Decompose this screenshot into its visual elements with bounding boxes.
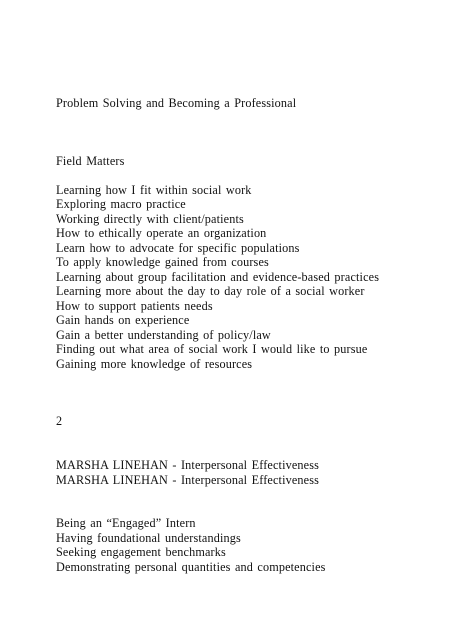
list-item: Gain a better understanding of policy/law [56, 328, 271, 342]
list-item: Learn how to advocate for specific populations [56, 241, 300, 255]
list-item: How to ethically operate an organization [56, 226, 267, 240]
list-item: Exploring macro practice [56, 197, 186, 211]
list-item: Learning about group facilitation and evidence-based practices [56, 270, 380, 284]
author-line: MARSHA LINEHAN - Interpersonal Effectiveness [56, 458, 319, 472]
list-item: Learning how I fit within social work [56, 183, 252, 197]
list-item: Gain hands on experience [56, 313, 190, 327]
list-item: Having foundational understandings [56, 531, 241, 545]
list-item: Gaining more knowledge of resources [56, 357, 253, 371]
list-item: How to support patients needs [56, 299, 213, 313]
author-line: MARSHA LINEHAN - Interpersonal Effectiveness [56, 473, 319, 487]
list-item: Seeking engagement benchmarks [56, 545, 226, 559]
list-item: To apply knowledge gained from courses [56, 255, 269, 269]
list-item: Finding out what area of social work I would like to pursue [56, 342, 368, 356]
list-item: Learning more about the day to day role of a social worker [56, 284, 365, 298]
document-title: Problem Solving and Becoming a Professional [56, 96, 297, 110]
section-heading: Field Matters [56, 154, 125, 168]
page-number: 2 [56, 414, 63, 428]
list-item: Working directly with client/patients [56, 212, 244, 226]
list-item: Being an “Engaged” Intern [56, 516, 196, 530]
list-item: Demonstrating personal quantities and competencies [56, 560, 326, 574]
